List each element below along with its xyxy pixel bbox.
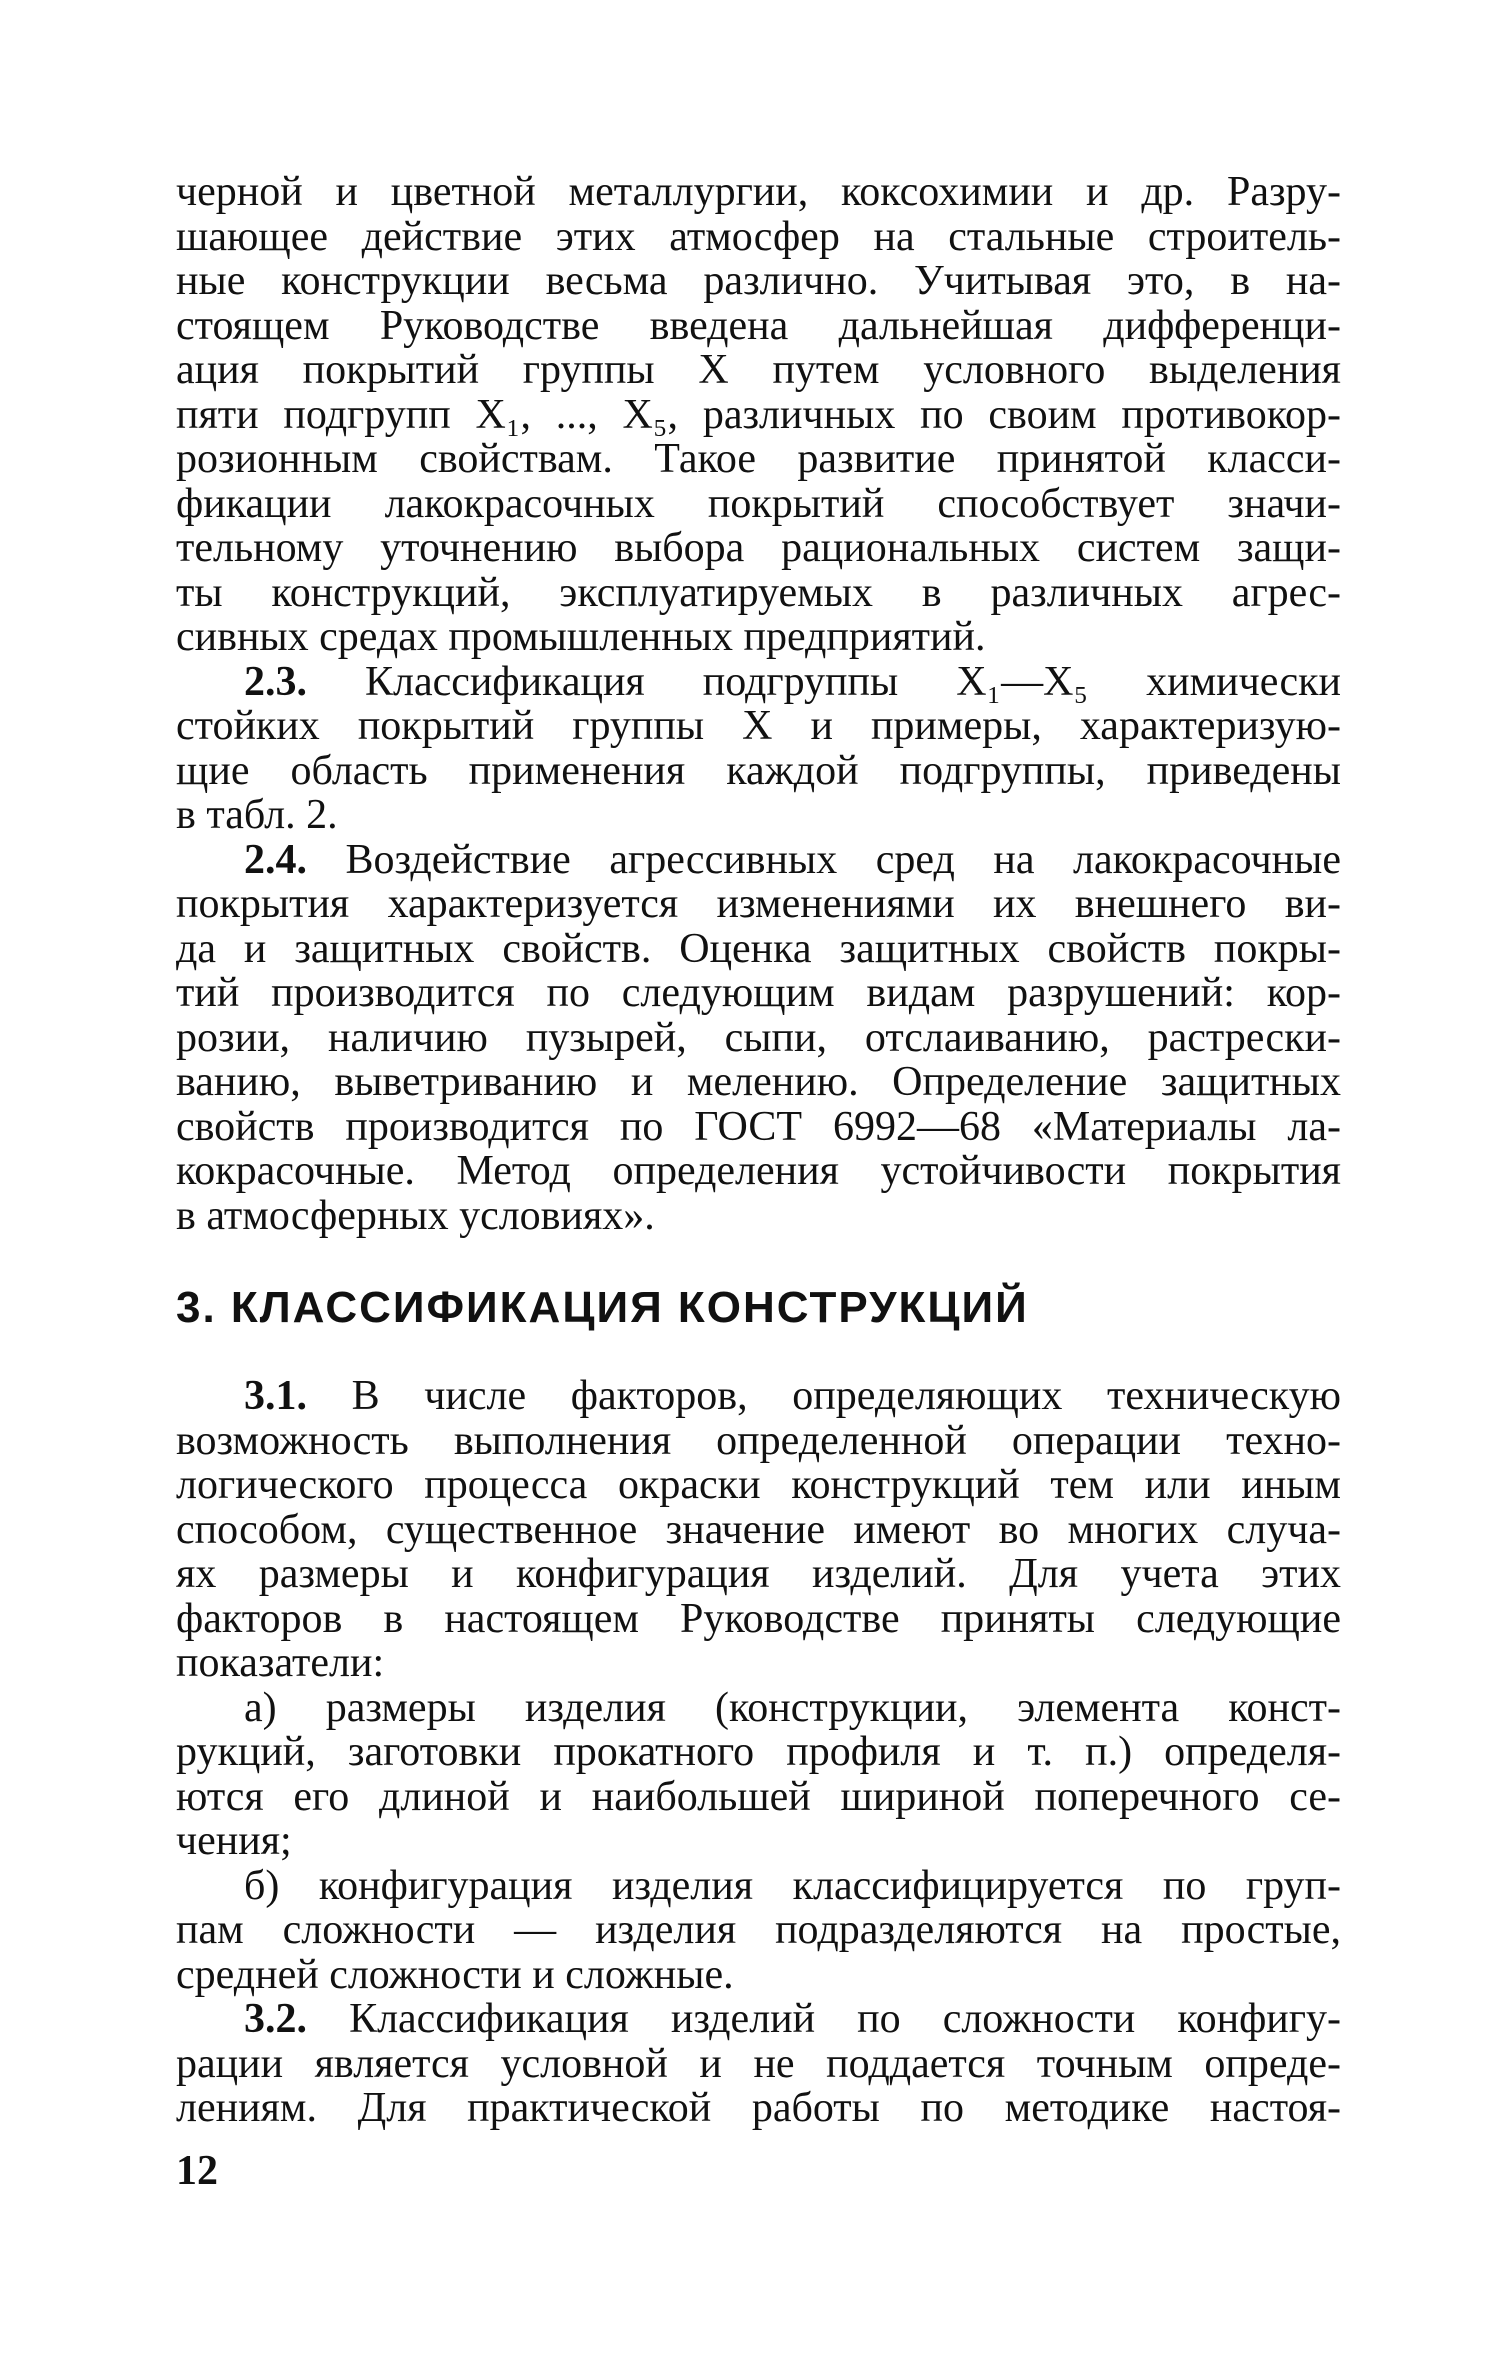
line-text: шающее действие этих атмосфер на стальные строитель- xyxy=(176,213,1341,260)
text-line xyxy=(176,1597,1341,1642)
text-line xyxy=(176,793,1341,838)
line-text: ются его длиной и наибольшей шириной поперечного се- xyxy=(176,1773,1341,1820)
line-text: логического процесса окраски конструкций тем или иным xyxy=(176,1462,1341,1508)
paragraph-number: 3.2. xyxy=(244,1996,307,2042)
line-text: чения; xyxy=(176,1818,292,1864)
line-text: Воздействие агрессивных сред на лакокрасочные xyxy=(307,836,1341,883)
line-text: розии, наличию пузырей, сыпи, отслаиванию, растрески- xyxy=(176,1014,1341,1061)
line-text: показатели: xyxy=(176,1640,385,1686)
line-text: стоящем Руководстве введена дальнейшая дифференци- xyxy=(176,302,1341,349)
text-line xyxy=(176,1997,1341,2042)
text-line xyxy=(176,927,1341,972)
line-text: ванию, выветриванию и мелению. Определение защитных xyxy=(176,1059,1341,1105)
text-line xyxy=(176,749,1341,794)
line-text: возможность выполнения определенной операции техно- xyxy=(176,1417,1341,1464)
line-text: ты конструкций, эксплуатируемых в различных агрес- xyxy=(176,569,1341,616)
line-text: кокрасочные. Метод определения устойчивости покрытия xyxy=(176,1148,1341,1194)
line-text: в табл. 2. xyxy=(176,792,338,838)
text-line xyxy=(176,1194,1341,1239)
line-text: щие область применения каждой подгруппы, приведены xyxy=(176,747,1341,794)
line-text: свойств производится по ГОСТ 6992—68 «Материалы ла- xyxy=(176,1103,1341,1150)
text-line xyxy=(176,170,1341,215)
text-line xyxy=(176,704,1341,749)
text-line xyxy=(176,971,1341,1016)
line-text: рации является условной и не поддается точным опреде- xyxy=(176,2040,1341,2087)
text-line xyxy=(176,1953,1341,1998)
body-text-bottom xyxy=(176,1374,1341,2131)
text-line xyxy=(176,1060,1341,1105)
body-text-top xyxy=(176,170,1341,1238)
text-line xyxy=(176,1419,1341,1464)
text-line xyxy=(176,1552,1341,1597)
line-text: способом, существенное значение имеют во многих случа- xyxy=(176,1506,1341,1553)
text-line xyxy=(176,393,1341,438)
paragraph-number: 3.1. xyxy=(244,1373,307,1419)
line-text: да и защитных свойств. Оценка защитных свойств покры- xyxy=(176,925,1341,972)
line-text: сивных средах промышленных предприятий. xyxy=(176,614,986,660)
text-line xyxy=(176,660,1341,705)
text-line xyxy=(176,1864,1341,1909)
line-text: б) конфигурация изделия классифицируется по груп- xyxy=(244,1862,1341,1909)
text-line xyxy=(176,215,1341,260)
text-line xyxy=(176,1908,1341,1953)
line-text: черной и цветной металлургии, коксохимии и др. Разру- xyxy=(176,169,1341,215)
page-number: 12 xyxy=(176,2148,218,2194)
line-text: тельному уточнению выбора рациональных систем защи- xyxy=(176,525,1341,571)
line-text: фикации лакокрасочных покрытий способствует значи- xyxy=(176,480,1341,527)
text-line xyxy=(176,571,1341,616)
text-line xyxy=(176,2042,1341,2087)
line-text: а) размеры изделия (конструкции, элемента конст- xyxy=(244,1684,1341,1731)
line-text: розионным свойствам. Такое развитие принятой класси- xyxy=(176,436,1341,482)
section-heading: 3. КЛАССИФИКАЦИЯ КОНСТРУКЦИЙ xyxy=(176,1283,1029,1332)
text-line xyxy=(176,1374,1341,1419)
text-line xyxy=(176,1508,1341,1553)
text-line xyxy=(176,437,1341,482)
line-text: ях размеры и конфигурация изделий. Для учета этих xyxy=(176,1551,1341,1597)
text-line xyxy=(176,1775,1341,1820)
line-text: тий производится по следующим видам разрушений: кор- xyxy=(176,970,1341,1016)
line-text: рукций, заготовки прокатного профиля и т. п.) определя- xyxy=(176,1729,1341,1775)
text-line xyxy=(176,1105,1341,1150)
line-text: стойких покрытий группы X и примеры, характеризую- xyxy=(176,703,1341,749)
text-line xyxy=(176,1730,1341,1775)
text-line xyxy=(176,2086,1341,2131)
line-text: средней сложности и сложные. xyxy=(176,1951,734,1998)
text-line xyxy=(176,482,1341,527)
line-text: покрытия характеризуется изменениями их внешнего ви- xyxy=(176,881,1341,927)
text-line xyxy=(176,526,1341,571)
text-line xyxy=(176,1819,1341,1864)
text-line xyxy=(176,1463,1341,1508)
text-line xyxy=(176,1641,1341,1686)
text-line xyxy=(176,304,1341,349)
line-text: ные конструкции весьма различно. Учитывая это, в на- xyxy=(176,258,1341,304)
text-line xyxy=(176,882,1341,927)
text-line xyxy=(176,1149,1341,1194)
paragraph-number: 2.4. xyxy=(244,836,307,883)
line-text: лениям. Для практической работы по методике настоя- xyxy=(176,2085,1341,2131)
line-text: пам сложности — изделия подразделяются на простые, xyxy=(176,1907,1341,1953)
text-line xyxy=(176,348,1341,393)
text-line xyxy=(176,259,1341,304)
paragraph-number: 2.3. xyxy=(244,658,307,705)
line-text: пяти подгрупп X₁, ..., X₅, различных по своим противокор- xyxy=(176,391,1341,438)
text-line xyxy=(176,615,1341,660)
text-line xyxy=(176,838,1341,883)
line-text: ация покрытий группы X путем условного выделения xyxy=(176,347,1341,393)
line-text: Классификация подгруппы X₁—X₅ химически xyxy=(307,658,1341,705)
text-line xyxy=(176,1016,1341,1061)
line-text: в атмосферных условиях». xyxy=(176,1192,655,1239)
line-text: факторов в настоящем Руководстве приняты следующие xyxy=(176,1595,1341,1642)
text-line xyxy=(176,1686,1341,1731)
line-text: Классификация изделий по сложности конфигу- xyxy=(307,1996,1341,2042)
line-text: В числе факторов, определяющих техническую xyxy=(307,1373,1341,1419)
